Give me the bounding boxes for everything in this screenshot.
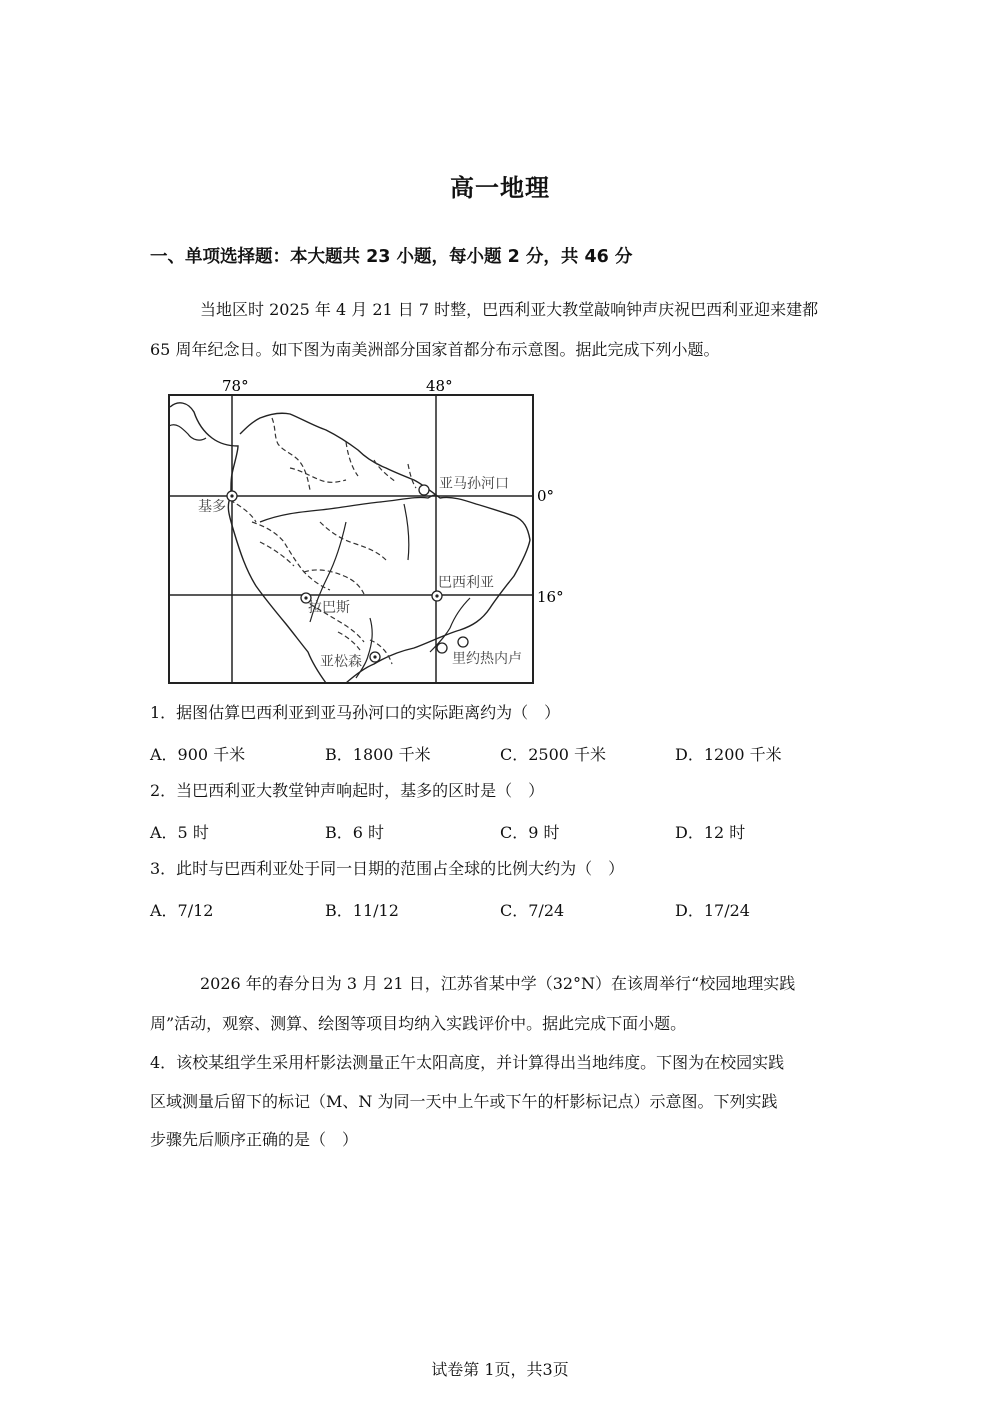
intro2-line1: 2026 年的春分日为 3 月 21 日，江苏省某中学（32°N）在该周举行“校园地理实践 [200,974,796,993]
label-asuncion: 亚松森 [320,654,362,670]
q2-option-d: D．12 时 [675,823,746,842]
asuncion-marker [370,652,380,662]
question-2-stem: 2．当巴西利亚大教堂钟声响起时，基多的区时是（ ） [150,781,545,800]
q1-option-d: D．1200 千米 [675,745,782,764]
label-amazon-mouth: 亚马孙河口 [439,476,509,492]
label-quito: 基多 [198,499,226,515]
section-heading: 一、单项选择题：本大题共 23 小题，每小题 2 分，共 46 分 [150,247,633,267]
label-brasilia: 巴西利亚 [438,575,494,591]
brasilia-marker [432,591,442,601]
rio-marker-2 [458,637,468,647]
question-4-line1: 4．该校某组学生采用杆影法测量正午太阳高度，并计算得出当地纬度。下图为在校园实践 [150,1053,785,1072]
question-1-stem: 1．据图估算巴西利亚到亚马孙河口的实际距离约为（ ） [150,703,561,722]
q2-option-a: A．5 时 [150,823,209,842]
intro1-line2: 65 周年纪念日。如下图为南美洲部分国家首都分布示意图。据此完成下列小题。 [150,340,720,359]
lat-label-0: 0° [537,487,555,505]
lon-label-48: 48° [426,377,453,395]
question-3-stem: 3．此时与巴西利亚处于同一日期的范围占全球的比例大约为（ ） [150,859,625,878]
q1-option-b: B．1800 千米 [325,745,431,764]
q3-option-b: B．11/12 [325,901,399,920]
q2-option-b: B．6 时 [325,823,385,842]
lat-label-16: 16° [537,588,564,606]
q3-option-c: C．7/24 [500,901,565,920]
question-4-line2: 区域测量后留下的标记（M、N 为同一天中上午或下午的杆影标记点）示意图。下列实践 [150,1092,778,1111]
q3-option-a: A．7/12 [150,901,214,920]
question-4-line3: 步骤先后顺序正确的是（ ） [150,1130,359,1149]
amazon-river [260,495,436,522]
lon-label-78: 78° [222,377,249,395]
label-rio: 里约热内卢 [452,651,522,667]
coastline [170,403,530,683]
country-borders [230,418,416,664]
river-tributary [404,504,409,560]
q1-option-c: C．2500 千米 [500,745,607,764]
q3-option-d: D．17/24 [675,901,750,920]
q1-option-a: A．900 千米 [150,745,246,764]
label-la-paz: 拉巴斯 [308,600,350,616]
intro1-line1: 当地区时 2025 年 4 月 21 日 7 时整，巴西利亚大教堂敲响钟声庆祝巴西利亚迎来建都 [200,300,819,319]
page-title: 高一地理 [450,174,550,202]
quito-marker [227,491,237,501]
map-frame [169,395,533,683]
amazon-mouth-marker [419,485,429,495]
south-america-capitals-map [160,372,580,692]
q2-option-c: C．9 时 [500,823,560,842]
intro2-line2: 周”活动，观察、测算、绘图等项目均纳入实践评价中。据此完成下面小题。 [150,1014,687,1033]
coast-fragment [169,425,206,440]
rio-marker [437,643,447,653]
page-footer: 试卷第 1页，共3页 [431,1360,569,1379]
